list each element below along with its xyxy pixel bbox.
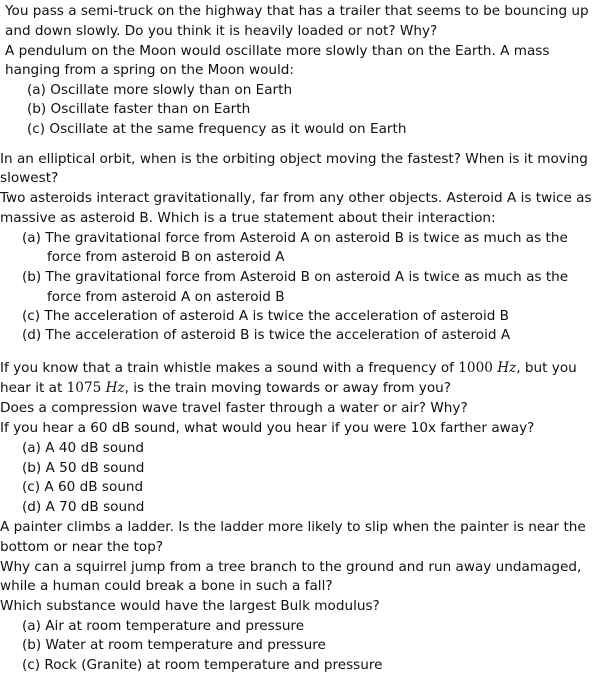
question-4-option-a-line-2: force from asteroid B on asteroid A xyxy=(47,249,285,265)
question-10-option-c: (c) Rock (Granite) at room temperature and pressure xyxy=(22,657,383,673)
question-5-line-2-text-after: , is the train moving towards or away from you? xyxy=(124,380,451,396)
question-10-line-1: Which substance would have the largest Bulk modulus? xyxy=(0,598,380,614)
question-4-line-2: massive as asteroid B. Which is a true statement about their interaction: xyxy=(0,210,496,226)
question-3-line-2: slowest? xyxy=(0,170,59,186)
question-5-frequency-heard-unit: Hz xyxy=(105,380,125,396)
question-10-option-a: (a) Air at room temperature and pressure xyxy=(22,618,305,634)
question-5-frequency-heard-value: 1075 xyxy=(66,380,102,396)
question-6-line-1: Does a compression wave travel faster through a water or air? Why? xyxy=(0,400,468,416)
question-4-option-c: (c) The acceleration of asteroid A is twice the acceleration of asteroid B xyxy=(22,308,509,324)
question-2-option-c: (c) Oscillate at the same frequency as it would on Earth xyxy=(27,121,407,137)
question-4-option-a-line-1: (a) The gravitational force from Asteroid A on asteroid B is twice as much as the xyxy=(22,230,568,246)
question-7-option-b: (b) A 50 dB sound xyxy=(22,460,145,476)
question-2-line-1: A pendulum on the Moon would oscillate more slowly than on the Earth. A mass xyxy=(5,43,550,59)
question-4-option-d: (d) The acceleration of asteroid B is twice the acceleration of asteroid A xyxy=(22,327,511,343)
question-4-option-b-line-1: (b) The gravitational force from Asteroid B on asteroid A is twice as much as the xyxy=(22,269,569,285)
question-9-line-2: while a human could break a bone in such a fall? xyxy=(0,578,333,594)
question-5-line-1 xyxy=(0,358,577,378)
question-5-line-1-text-before: If you know that a train whistle makes a sound with a frequency of xyxy=(0,360,459,376)
question-5-line-2-text-before: hear it at xyxy=(0,380,67,396)
question-1-line-2: and down slowly. Do you think it is heavily loaded or not? Why? xyxy=(5,23,438,39)
question-8-line-1: A painter climbs a ladder. Is the ladder more likely to slip when the painter is near the xyxy=(0,519,586,535)
question-1-line-1: You pass a semi-truck on the highway that has a trailer that seems to be bouncing up xyxy=(5,3,589,19)
question-7-option-a: (a) A 40 dB sound xyxy=(22,440,145,456)
question-7-line-1: If you hear a 60 dB sound, what would you hear if you were 10x farther away? xyxy=(0,420,535,436)
question-3-line-1: In an elliptical orbit, when is the orbiting object moving the fastest? When is it moving xyxy=(0,151,588,167)
question-4-option-b-line-2: force from asteroid A on asteroid B xyxy=(47,289,285,305)
question-5-frequency-source-unit: Hz xyxy=(497,360,517,376)
question-5-frequency-source-value: 1000 xyxy=(458,360,493,376)
question-4-line-1: Two asteroids interact gravitationally, far from any other objects. Asteroid A is twice as xyxy=(0,190,592,206)
question-9-line-1: Why can a squirrel jump from a tree branch to the ground and run away undamaged, xyxy=(0,559,582,575)
question-7-option-c: (c) A 60 dB sound xyxy=(22,479,144,495)
question-5-line-1-text-after: , but you xyxy=(516,360,577,376)
question-2-option-a: (a) Oscillate more slowly than on Earth xyxy=(27,82,293,98)
question-8-line-2: bottom or near the top? xyxy=(0,539,164,555)
question-10-option-b: (b) Water at room temperature and pressure xyxy=(22,637,326,653)
question-2-line-2: hanging from a spring on the Moon would: xyxy=(5,62,294,78)
question-2-option-b: (b) Oscillate faster than on Earth xyxy=(27,101,251,117)
question-5-line-2 xyxy=(0,378,451,398)
question-7-option-d: (d) A 70 dB sound xyxy=(22,499,145,515)
